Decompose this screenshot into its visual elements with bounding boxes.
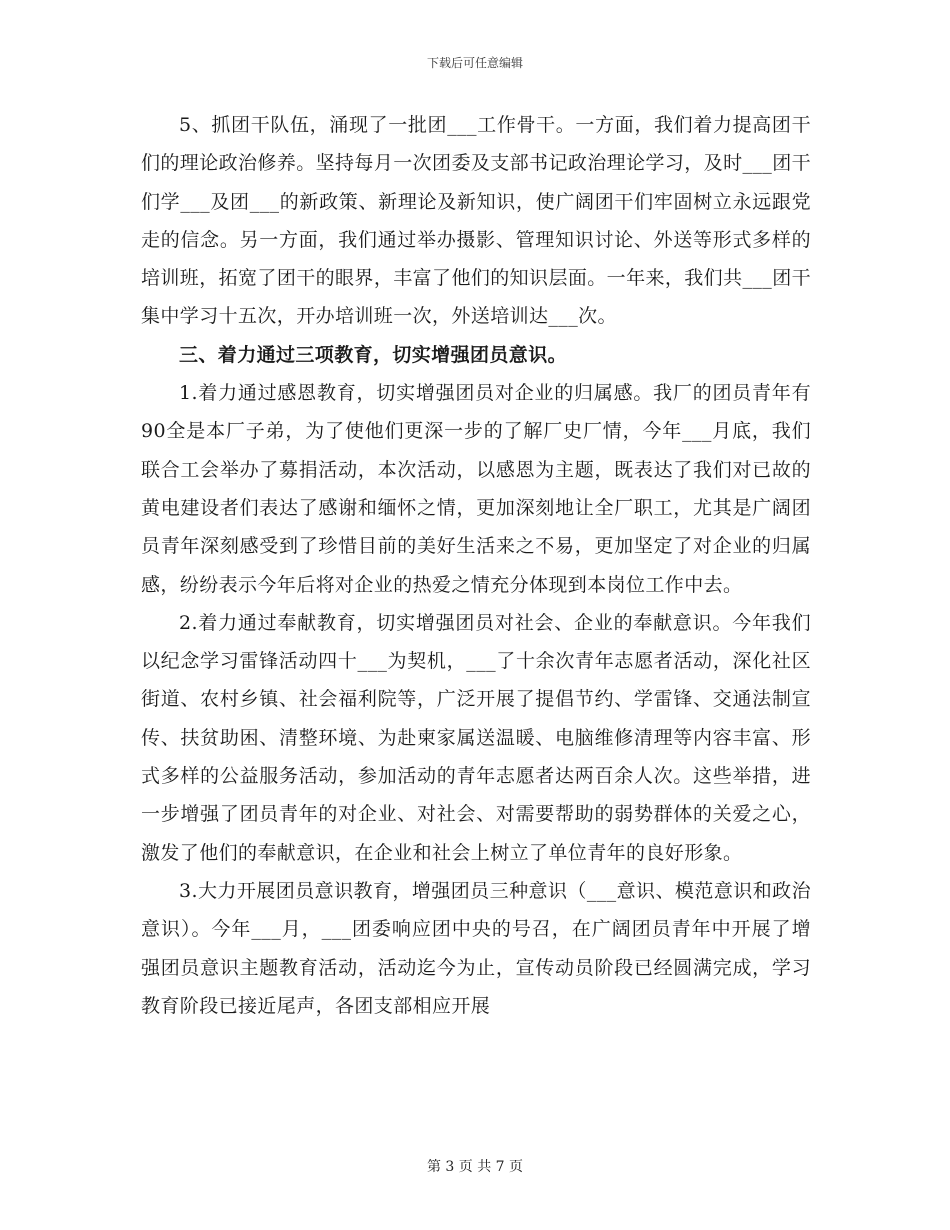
paragraph-gratitude-education: 1.着力通过感恩教育，切实增强团员对企业的归属感。我厂的团员青年有90全是本厂子弟，为了使他们更深一步的了解厂史厂情，今年___月底，我们联合工会举办了募捐活动，本次活动，以感恩为主题，既表达了我们对已故的黄电建设者们表达了感谢和缅怀之情，更加深刻地让全厂职工，尤其是广阔团员青年深刻感受到了珍惜目前的美好生活来之不易，更加坚定了对企业的归属感，纷纷表示今年后将对企业的热爱之情充分体现到本岗位工作中去。: [141, 382, 811, 596]
paragraph-member-awareness: 3.大力开展团员意识教育，增强团员三种意识（___意识、模范意识和政治意识）。今年___月，___团委响应团中央的号召，在广阔团员青年中开展了增强团员意识主题教育活动，活动迄今为止，宣传动员阶段已经圆满完成，学习教育阶段已接近尾声，各团支部相应开展: [141, 879, 811, 1017]
section-heading-three-educations: 三、着力通过三项教育，切实增强团员意识。: [179, 343, 568, 366]
paragraph-dedication-education: 2.着力通过奉献教育，切实增强团员对社会、企业的奉献意识。今年我们以纪念学习雷锋活动四十___为契机，___了十余次青年志愿者活动，深化社区街道、农村乡镇、社会福利院等，广泛开展了提倡节约、学雷锋、交通法制宣传、扶贫助困、清整环境、为赴柬家属送温暖、电脑维修清理等内容丰富、形式多样的公益服务活动，参加活动的青年志愿者达两百余人次。这些举措，进一步增强了团员青年的对企业、对社会、对需要帮助的弱势群体的关爱之心，激发了他们的奉献意识，在企业和社会上树立了单位青年的良好形象。: [141, 611, 811, 864]
page-footer: 第 3 页 共 7 页: [426, 1159, 524, 1175]
page-header: 下载后可任意编辑: [426, 56, 523, 70]
paragraph-cadre-team: 5、抓团干队伍，涌现了一批团___工作骨干。一方面，我们着力提高团干们的理论政治修养。坚持每月一次团委及支部书记政治理论学习，及时___团干们学___及团___的新政策、新理论及新知识，使广阔团干们牢固树立永远跟党走的信念。另一方面，我们通过举办摄影、管理知识讨论、外送等形式多样的培训班，拓宽了团干的眼界，丰富了他们的知识层面。一年来，我们共___团干集中学习十五次，开办培训班一次，外送培训达___次。: [141, 114, 811, 328]
document-body: [141, 106, 811, 1025]
